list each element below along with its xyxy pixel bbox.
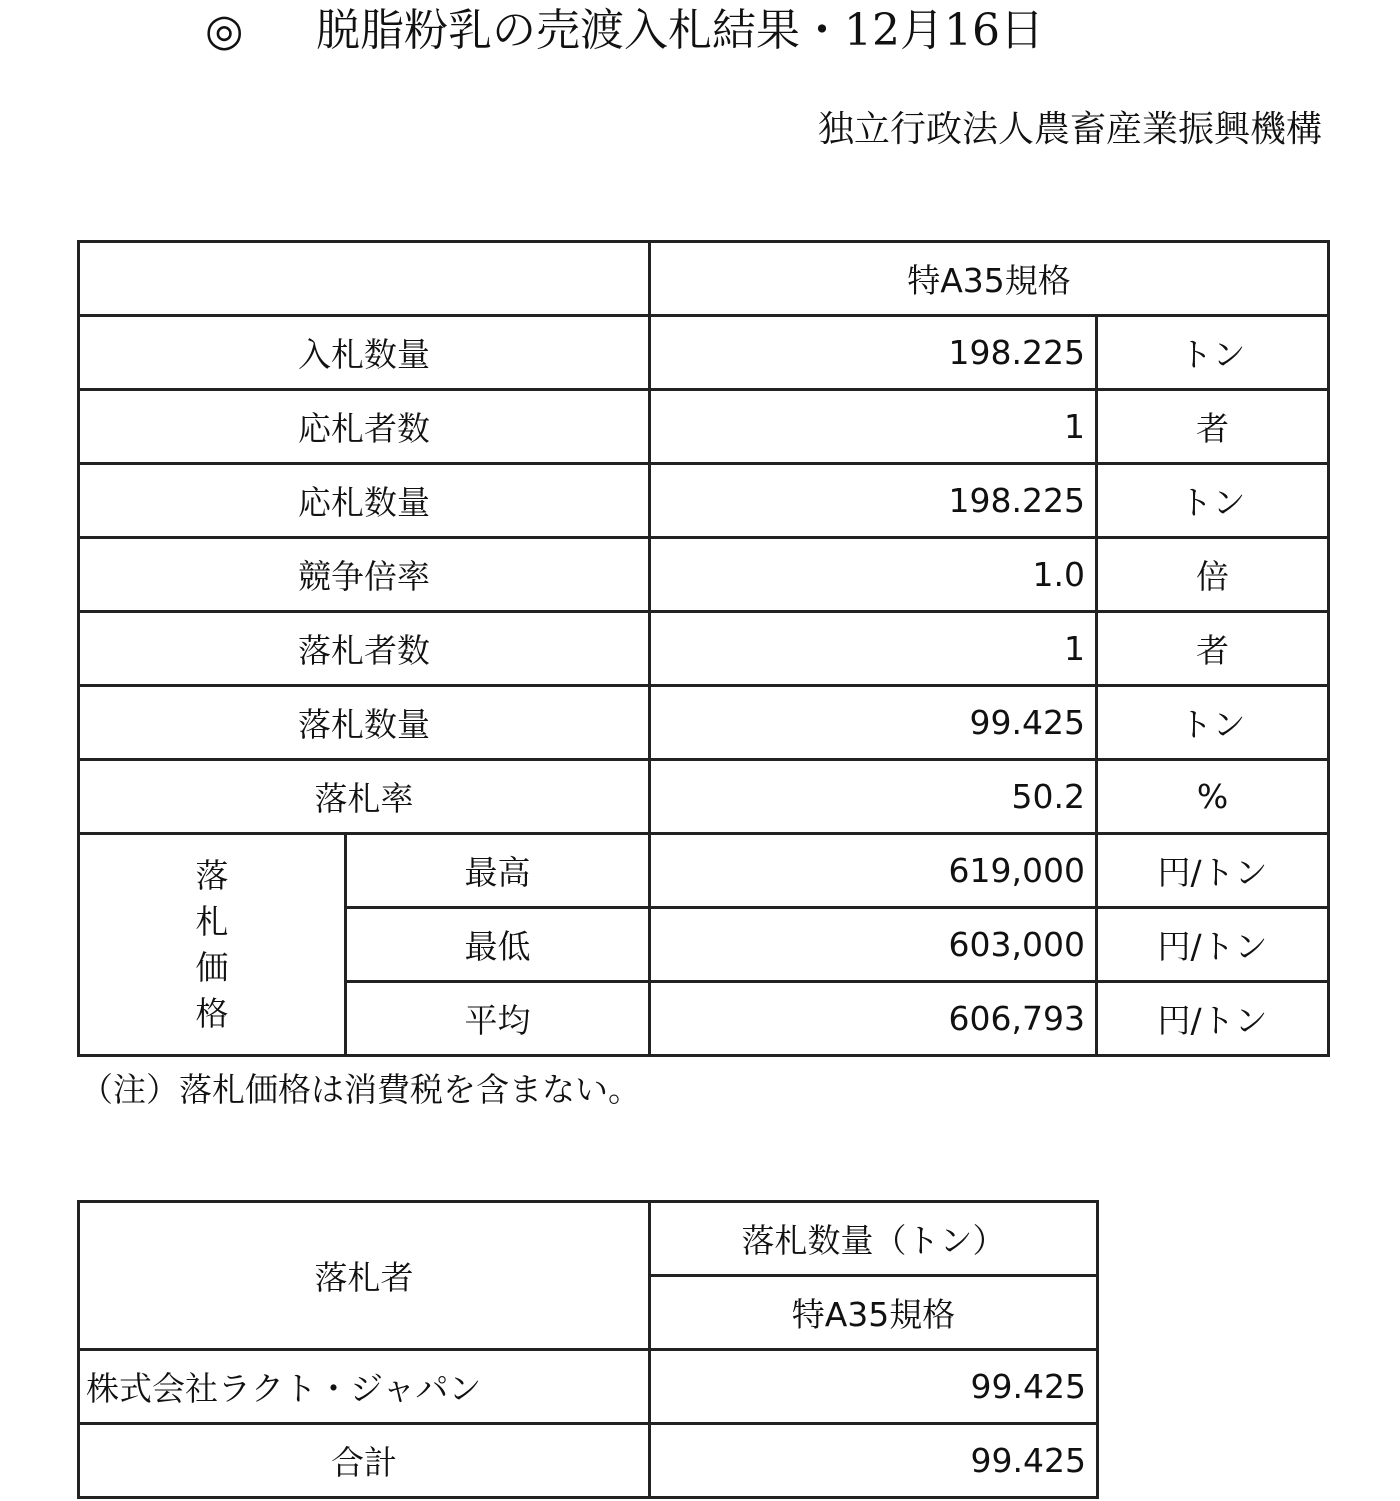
- price-label: 最低: [346, 908, 650, 982]
- table-header-row: [79, 242, 1329, 316]
- table-row: [79, 686, 1329, 760]
- winner-name: 株式会社ラクト・ジャパン: [79, 1350, 650, 1424]
- row-unit: トン: [1097, 686, 1329, 760]
- table-row: [79, 538, 1329, 612]
- bidder-header: 落札者: [79, 1202, 650, 1350]
- table-row: [79, 612, 1329, 686]
- table-row: [79, 316, 1329, 390]
- row-unit: トン: [1097, 316, 1329, 390]
- row-label: 入札数量: [79, 316, 650, 390]
- table-row: [79, 390, 1329, 464]
- row-unit: トン: [1097, 464, 1329, 538]
- total-value: 99.425: [650, 1424, 1098, 1498]
- price-group-char: 札: [195, 901, 229, 941]
- table-row: [79, 1350, 1098, 1424]
- table-row: [79, 464, 1329, 538]
- row-value: 198.225: [650, 464, 1097, 538]
- price-group-char: 落: [195, 855, 229, 895]
- grade-header: 特A35規格: [650, 1276, 1098, 1350]
- quantity-header: 落札数量（トン）: [650, 1202, 1098, 1276]
- row-unit: 者: [1097, 390, 1329, 464]
- total-label: 合計: [79, 1424, 650, 1498]
- winner-quantity: 99.425: [650, 1350, 1098, 1424]
- empty-header-cell: [79, 242, 650, 316]
- total-row: [79, 1424, 1098, 1498]
- row-value: 1.0: [650, 538, 1097, 612]
- row-unit: 倍: [1097, 538, 1329, 612]
- winners-table: [77, 1200, 1099, 1499]
- row-value: 50.2: [650, 760, 1097, 834]
- page-title: [0, 0, 1400, 62]
- row-label: 応札数量: [79, 464, 650, 538]
- price-unit: 円/トン: [1097, 834, 1329, 908]
- price-group-char: 格: [195, 993, 229, 1033]
- price-unit: 円/トン: [1097, 908, 1329, 982]
- row-label: 落札者数: [79, 612, 650, 686]
- grade-header: 特A35規格: [650, 242, 1329, 316]
- row-unit: %: [1097, 760, 1329, 834]
- row-label: 応札者数: [79, 390, 650, 464]
- row-label: 競争倍率: [79, 538, 650, 612]
- price-unit: 円/トン: [1097, 982, 1329, 1056]
- price-value: 606,793: [650, 982, 1097, 1056]
- price-row: [79, 834, 1329, 908]
- organization-name: 独立行政法人農畜産業振興機構: [817, 109, 1322, 150]
- table-row: [79, 760, 1329, 834]
- row-value: 99.425: [650, 686, 1097, 760]
- row-unit: 者: [1097, 612, 1329, 686]
- price-value: 619,000: [650, 834, 1097, 908]
- row-value: 1: [650, 612, 1097, 686]
- price-label: 平均: [346, 982, 650, 1056]
- row-label: 落札率: [79, 760, 650, 834]
- price-label: 最高: [346, 834, 650, 908]
- title-text: 脱脂粉乳の売渡入札結果・12月16日: [316, 5, 1044, 56]
- price-value: 603,000: [650, 908, 1097, 982]
- row-value: 198.225: [650, 316, 1097, 390]
- row-label: 落札数量: [79, 686, 650, 760]
- price-group-char: 価: [195, 947, 229, 987]
- double-circle-icon: ◎: [205, 5, 244, 56]
- footnote: （注）落札価格は消費税を含まない。: [80, 1070, 641, 1109]
- bid-results-table: [77, 240, 1330, 1057]
- row-value: 1: [650, 390, 1097, 464]
- table-header-row: [79, 1202, 1098, 1276]
- price-group-label: [79, 834, 346, 1056]
